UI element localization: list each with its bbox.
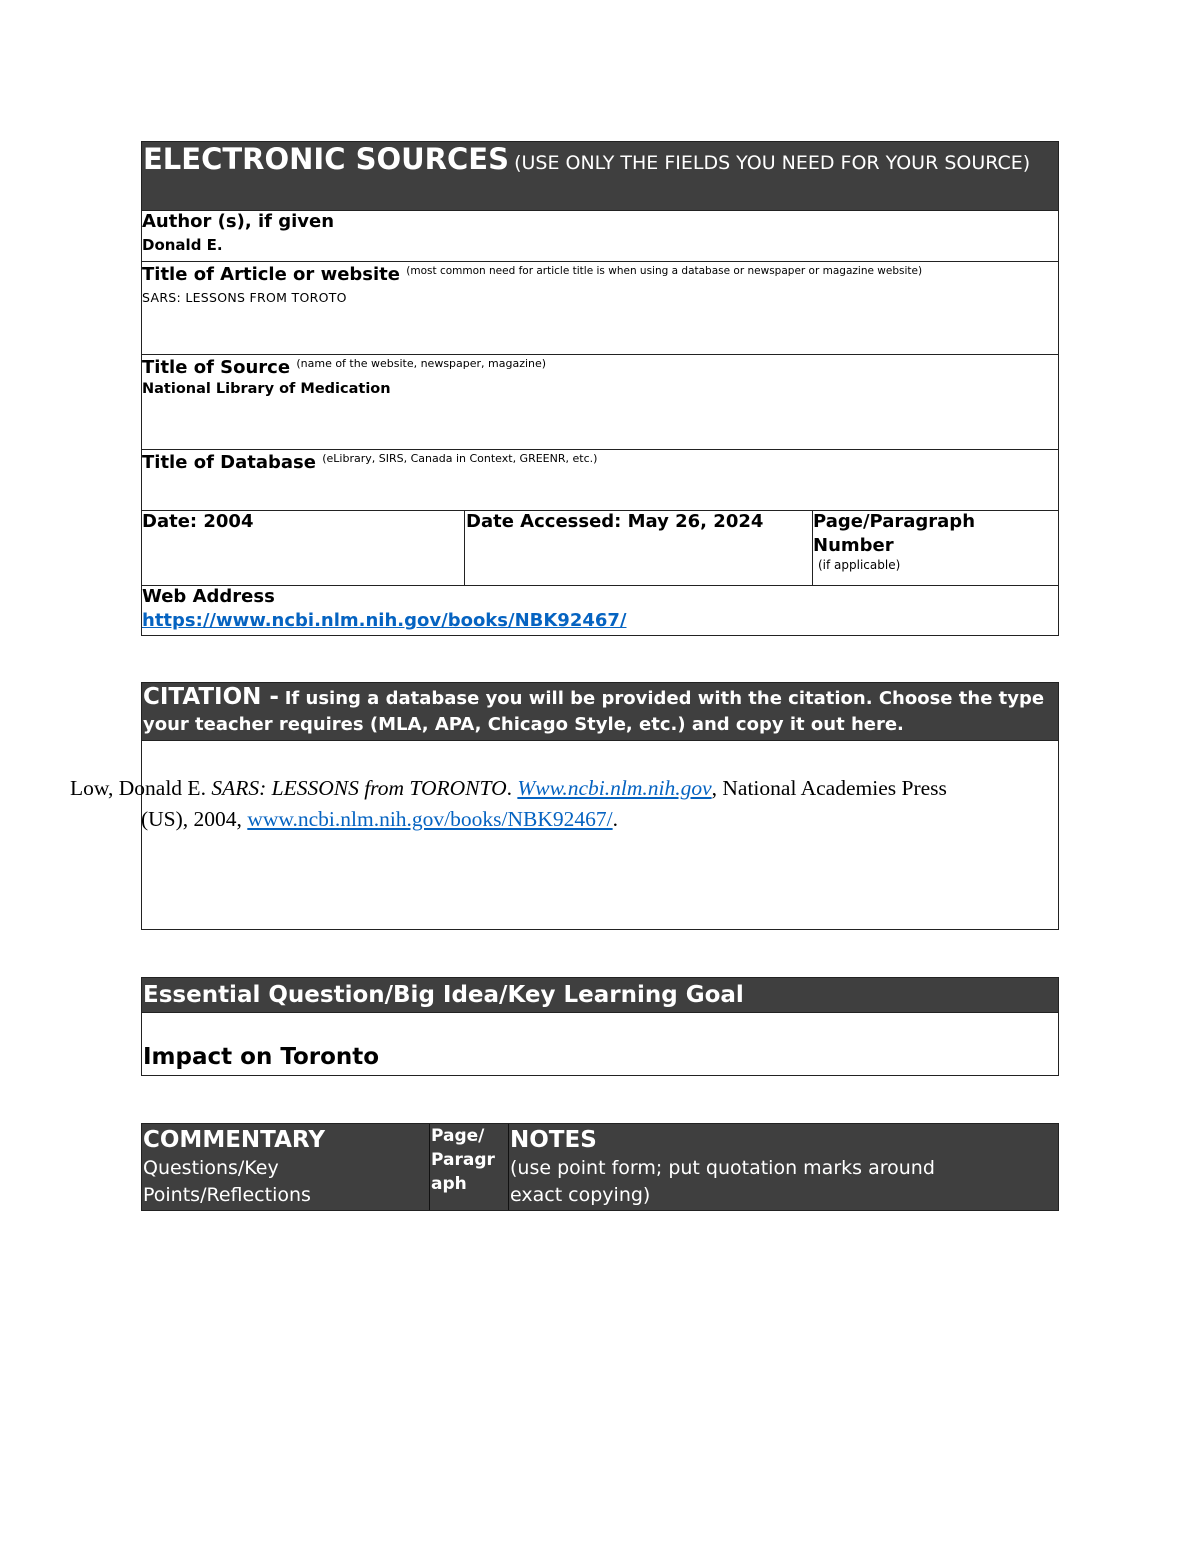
database-title-hint: (eLibrary, SIRS, Canada in Context, GREENR, etc.): [322, 452, 598, 465]
citation-header: [142, 683, 1058, 740]
page-col-1: Page/: [431, 1126, 485, 1146]
web-address-label: Web Address: [142, 586, 275, 607]
source-title-value[interactable]: National Library of Medication: [142, 381, 391, 397]
page-col-2: Paragr: [431, 1150, 495, 1170]
article-title-row: [142, 261, 1058, 354]
citation-line2-start: (US), 2004,: [141, 807, 248, 831]
source-title-label-line: [142, 357, 546, 379]
citation-instruction-2: your teacher requires (MLA, APA, Chicago Style, etc.) and copy it out here.: [143, 714, 904, 735]
author-row: [142, 210, 1058, 261]
date-divider-1: [464, 511, 465, 585]
citation-author: Low, Donald E.: [70, 776, 212, 800]
author-label: Author (s), if given: [142, 211, 335, 232]
commentary-divider-2: [508, 1124, 509, 1210]
page-paragraph-hint: (if applicable): [818, 558, 901, 572]
web-address-link[interactable]: https://www.ncbi.nlm.nih.gov/books/NBK92467/: [142, 610, 627, 631]
article-title-label: Title of Article or website: [142, 264, 400, 285]
article-title-label-line: [142, 264, 922, 286]
database-title-label-line: [142, 452, 597, 474]
electronic-sources-form: [141, 141, 1059, 636]
citation-title: SARS: LESSONS from TORONTO: [211, 776, 507, 800]
article-title-hint: (most common need for article title is when using a database or newspaper or magazine website): [406, 265, 923, 277]
date-row: [142, 510, 1058, 585]
citation-period: .: [506, 776, 518, 800]
page-col-3: aph: [431, 1174, 467, 1194]
database-title-label: Title of Database: [142, 452, 316, 473]
citation-instruction-1: If using a database you will be provided with the citation. Choose the type: [284, 688, 1045, 709]
citation-text[interactable]: [70, 773, 947, 804]
notes-instruction-2: exact copying): [510, 1184, 651, 1206]
notes-instruction-1: (use point form; put quotation marks around: [510, 1157, 935, 1179]
commentary-sub-1: Questions/Key: [143, 1157, 279, 1179]
essential-question-header: [142, 978, 1058, 1012]
electronic-sources-note: (USE ONLY THE FIELDS YOU NEED FOR YOUR SOURCE): [514, 152, 1031, 174]
author-value[interactable]: Donald E.: [142, 236, 223, 254]
electronic-sources-heading: ELECTRONIC SOURCES: [143, 142, 509, 176]
article-title-value[interactable]: SARS: LESSONS FROM TOROTO: [142, 290, 347, 305]
source-title-label: Title of Source: [142, 357, 291, 378]
page-paragraph-label-1: Page/Paragraph: [813, 511, 976, 532]
page-paragraph-label-2: Number: [813, 535, 894, 556]
essential-question-heading: Essential Question/Big Idea/Key Learning Goal: [143, 982, 744, 1008]
commentary-divider-1: [429, 1124, 430, 1210]
database-title-row: [142, 449, 1058, 510]
citation-heading: CITATION -: [143, 684, 279, 710]
essential-question-body: [142, 1012, 1058, 1075]
commentary-sub-2: Points/Reflections: [143, 1184, 311, 1206]
citation-site-link[interactable]: Www.ncbi.nlm.nih.gov: [517, 776, 712, 800]
source-title-hint: (name of the website, newspaper, magazine): [296, 357, 547, 370]
citation-publisher: , National Academies Press: [711, 776, 947, 800]
essential-question-box: [141, 977, 1059, 1076]
date-label[interactable]: Date: 2004: [142, 511, 254, 532]
citation-text-line-2[interactable]: [141, 804, 618, 835]
date-accessed-label[interactable]: Date Accessed: May 26, 2024: [466, 511, 764, 532]
essential-question-value[interactable]: Impact on Toronto: [143, 1044, 380, 1070]
notes-heading: NOTES: [510, 1127, 597, 1153]
electronic-sources-header: [142, 142, 1058, 210]
citation-url-link[interactable]: www.ncbi.nlm.nih.gov/books/NBK92467/: [247, 807, 613, 831]
citation-end: .: [612, 807, 618, 831]
source-title-row: [142, 354, 1058, 449]
commentary-heading: COMMENTARY: [143, 1127, 325, 1153]
commentary-header-row: [141, 1123, 1059, 1211]
web-address-row: [142, 585, 1058, 635]
